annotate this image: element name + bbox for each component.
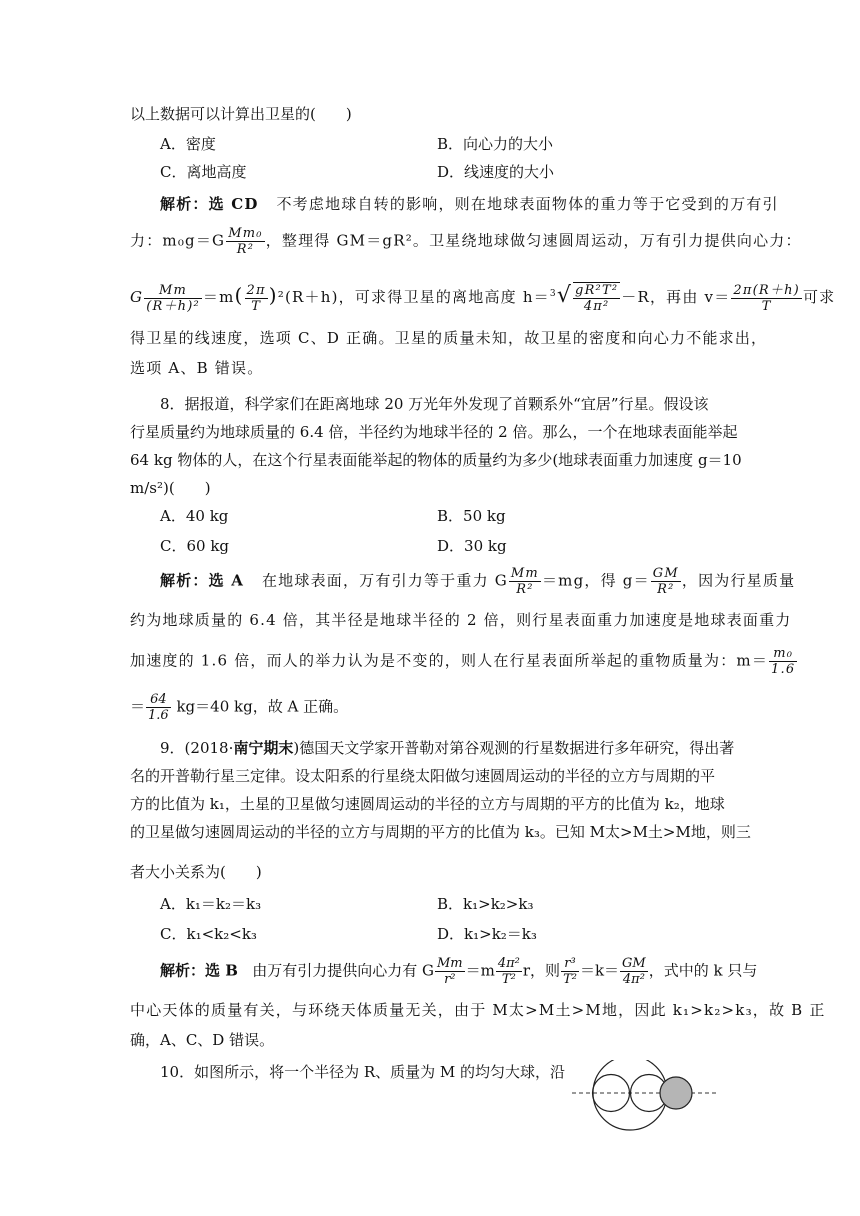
q8-solution-line-2: 约为地球质量的 6.4 倍，其半径是地球半径的 2 倍，则行星表面重力加速度是地球表面重力	[130, 611, 792, 629]
q8-option-c: C．60 kg	[160, 537, 230, 555]
q8-stem-line-2: 行星质量约为地球质量的 6.4 倍，半径约为地球半径的 2 倍。那么，一个在地球表面能举起	[130, 423, 738, 441]
q8-fraction: $\frac{GM}{\text{R²}}$	[652, 566, 679, 597]
q7-option-b: B．向心力的大小	[437, 135, 554, 153]
q9-stem-line-1: 9．(2018·南宁期末)德国天文学家开普勒对第谷观测的行星数据进行多年研究，得出著	[160, 739, 735, 757]
q7-solution-text: ，整理得 GM＝gR²。卫星绕地球做匀速圆周运动，万有引力提供向心力：	[265, 231, 802, 250]
q8-stem-line-3: 64 kg 物体的人，在这个行星表面能举起的物体的质量约为多少(地球表面重力加速度 g＝10	[130, 451, 742, 469]
q7-solution-label: 解析：选 CD	[160, 195, 259, 213]
q8-solution-line-3: 加速度的 1.6 倍，而人的举力认为是不变的，则人在行星表面所举起的重物质量为：m＝ $\frac{\text{m₀}}{1.6}$	[130, 646, 796, 677]
q8-fraction: $\frac{64}{1.6}$	[148, 692, 169, 723]
q9-fraction: $\frac{\text{4π²}}{\text{T²}}$	[497, 956, 520, 987]
q7-option-d: D．线速度的大小	[437, 163, 555, 181]
q9-option-a: A．k₁＝k₂＝k₃	[160, 895, 262, 913]
q7-option-c: C．离地高度	[160, 163, 247, 181]
q7-solution-line-3: G $\frac{Mm}{\text{(R＋h)²}}$ ＝m( $\frac{2\pi}{T}$ )²(R＋h)，可求得卫星的离地高度 h＝$^3$√ $\frac{\text{gR²T²}}{\text{4π²}}$ －R，再由 v＝ $\frac{2\pi(R+h)}{T}$ 可求	[130, 282, 836, 314]
q7-stem-tail: 以上数据可以计算出卫星的( )	[130, 105, 352, 123]
q8-solution-line-4: ＝ $\frac{64}{1.6}$ kg＝40 kg，故 A 正确。	[130, 692, 349, 723]
q9-stem-line-5: 者大小关系为( )	[130, 863, 262, 881]
q9-source: 南宁期末	[233, 739, 294, 757]
q7-solution-line-5: 选项 A、B 错误。	[130, 359, 264, 377]
q9-solution-label: 解析：选 B	[160, 961, 238, 980]
q8-option-d: D．30 kg	[437, 537, 507, 555]
q7-formula-text: 力：m₀g＝G	[130, 231, 226, 250]
q9-fraction: $\frac{GM}{\text{4π²}}$	[622, 956, 646, 987]
sphere-cavity-figure	[570, 1060, 720, 1170]
q9-solution-line-2: 中心天体的质量有关，与环绕天体质量无关，由于 M太>M土>M地，因此 k₁>k₂>k₃，故 B 正	[130, 1001, 826, 1019]
q8-solution-line-1: 解析：选 A 在地球表面，万有引力等于重力 G $\frac{Mm}{\text{R²}}$ ＝mg，得 g＝ $\frac{GM}{\text{R²}}$ ，因为行星质量	[160, 566, 796, 597]
q10-stem-line-1: 10．如图所示，将一个半径为 R、质量为 M 的均匀大球，沿	[160, 1063, 566, 1081]
q8-stem-line-1: 8．据报道，科学家们在距离地球 20 万光年外发现了首颗系外“宜居”行星。假设该	[160, 395, 709, 413]
q9-option-c: C．k₁<k₂<k₃	[160, 925, 257, 943]
q9-stem-line-3: 方的比值为 k₁，土星的卫星做匀速圆周运动的半径的立方与周期的平方的比值为 k₂，地球	[130, 795, 725, 813]
q9-fraction: $\frac{\text{r³}}{\text{T²}}$	[563, 956, 577, 987]
q8-fraction: $\frac{\text{m₀}}{1.6}$	[771, 646, 796, 677]
q9-fraction: $\frac{Mm}{\text{r²}}$	[436, 956, 463, 987]
q8-stem-line-4: m/s²)( )	[130, 479, 211, 497]
q7-solution-line-1	[160, 192, 779, 216]
q7-fraction: $\frac{\text{Mm₀}}{\text{R²}}$	[228, 226, 263, 257]
q9-option-d: D．k₁>k₂＝k₃	[437, 925, 537, 943]
q7-solution-line-4: 得卫星的线速度，选项 C、D 正确。卫星的质量未知，故卫星的密度和向心力不能求出，	[130, 329, 768, 347]
small-sphere	[660, 1077, 692, 1109]
q7-solution-line-2	[130, 226, 802, 257]
q8-option-b: B．50 kg	[437, 507, 506, 525]
q8-solution-label: 解析：选 A	[160, 571, 245, 590]
q8-fraction: $\frac{Mm}{\text{R²}}$	[510, 566, 539, 597]
large-sphere	[593, 1060, 667, 1130]
q9-stem-line-2: 名的开普勒行星三定律。设太阳系的行星绕太阳做匀速圆周运动的半径的立方与周期的平	[130, 767, 716, 785]
q7-solution-text: 不考虑地球自转的影响，则在地球表面物体的重力等于它受到的万有引	[276, 195, 779, 213]
q9-solution-line-3: 确，A、C、D 错误。	[130, 1031, 275, 1049]
q7-fraction: $\frac{2\pi}{T}$	[246, 282, 266, 314]
q7-fraction: $\frac{2\pi(R+h)}{T}$	[733, 282, 800, 314]
q7-fraction: $\frac{Mm}{\text{(R＋h)²}}$	[146, 282, 200, 314]
q7-option-a: A．密度	[160, 135, 216, 153]
q7-root-fraction: $\frac{\text{gR²T²}}{\text{4π²}}$	[575, 283, 619, 314]
q8-option-a: A．40 kg	[160, 507, 229, 525]
q9-option-b: B．k₁>k₂>k₃	[437, 895, 534, 913]
q9-solution-line-1: 解析：选 B 由万有引力提供向心力有 G $\frac{Mm}{\text{r²}}$ ＝m $\frac{\text{4π²}}{\text{T²}}$ r，则 $\frac{\text{r³}}{\text{T²}}$ ＝k＝ $\frac{GM}{\text{4π²}}$ ，式中的 k 只与	[160, 956, 758, 987]
q7-root-index: 3	[549, 289, 557, 299]
q9-stem-line-4: 的卫星做匀速圆周运动的半径的立方与周期的平方的比值为 k₃。已知 M太>M土>M地，则三	[130, 823, 751, 841]
